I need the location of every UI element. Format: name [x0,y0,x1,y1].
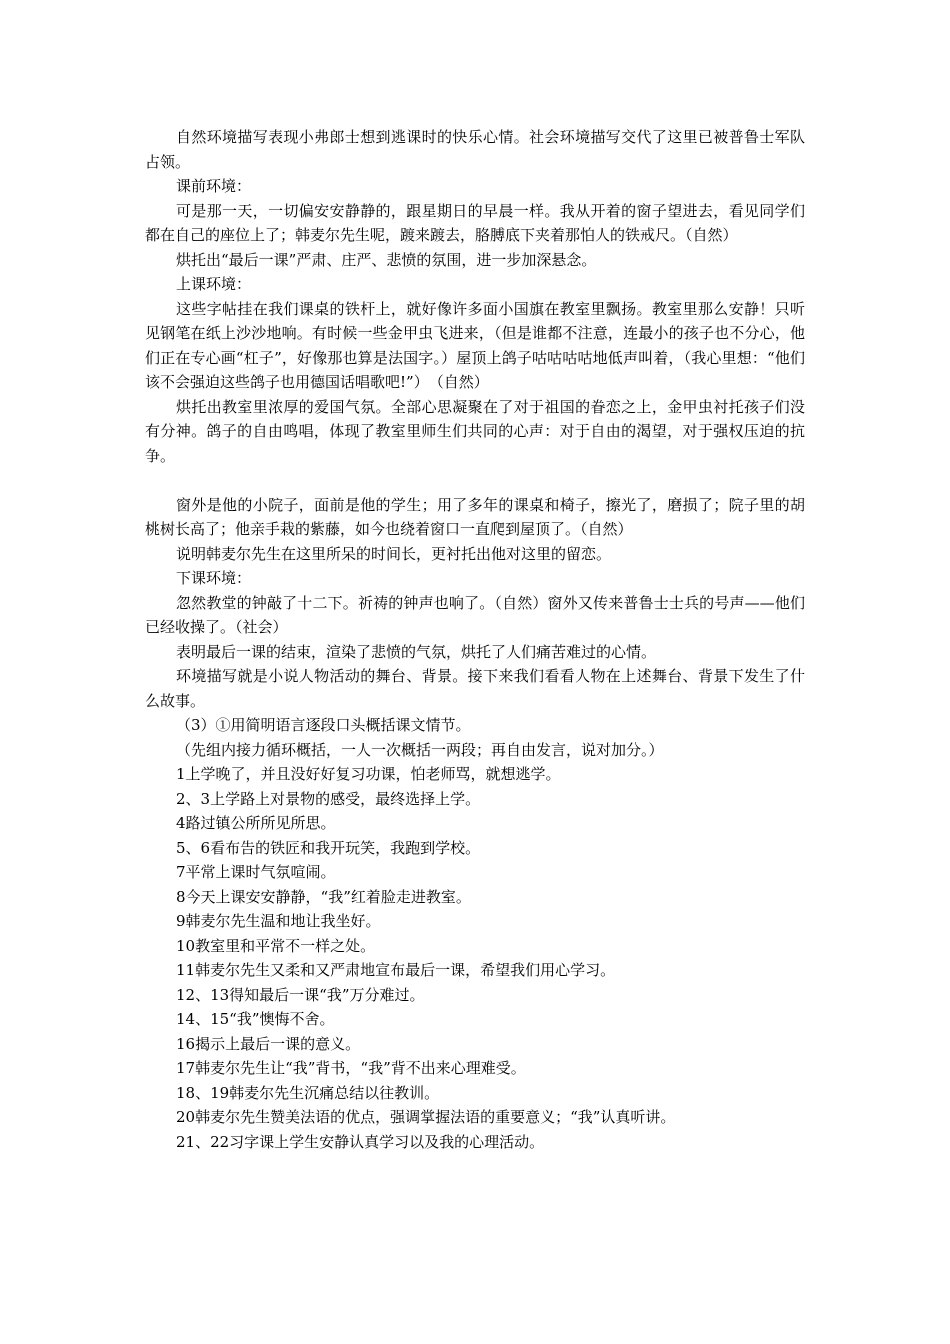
paragraph: 可是那一天，一切偏安安静静的，跟星期日的早晨一样。我从开着的窗子望进去，看见同学们都在自己的座位上了；韩麦尔先生呢，踱来踱去，胳膊底下夹着那怕人的铁戒尺。（自然） [145,201,805,244]
list-item: 18、19韩麦尔先生沉痛总结以往教训。 [176,1083,440,1102]
paragraph: 环境描写就是小说人物活动的舞台、背景。接下来我们看看人物在上述舞台、背景下发生了什么故事。 [145,667,805,710]
section-heading-in-class: 上课环境： [176,275,252,293]
list-item: 5、6看布告的铁匠和我开玩笑，我跑到学校。 [176,838,481,857]
paragraph: 表明最后一课的结束，渲染了悲愤的气氛，烘托了人们痛苦难过的心情。 [176,642,657,661]
list-item: 7平常上课时气氛喧闹。 [176,863,336,881]
section-heading-before-class: 课前环境： [176,177,252,195]
list-item: 4路过镇公所所见所思。 [176,814,336,832]
list-item: 2、3上学路上对景物的感受，最终选择上学。 [176,789,481,808]
list-item: 12、13得知最后一课“我”万分难过。 [176,985,425,1004]
list-item: 21、22习字课上学生安静认真学习以及我的心理活动。 [176,1132,545,1151]
list-item: 8今天上课安安静静，“我”红着脸走进教室。 [176,887,471,906]
document-body [145,125,805,1154]
task-heading: （3）①用简明语言逐段口头概括课文情节。 [176,716,471,734]
list-item: 14、15“我”懊悔不舍。 [176,1010,335,1028]
list-item: 9韩麦尔先生温和地让我坐好。 [176,912,381,930]
paragraph: 这些字帖挂在我们课桌的铁杆上，就好像许多面小国旗在教室里飘扬。教室里那么安静！只听见钢笔在纸上沙沙地响。有时候一些金甲虫飞进来，（但是谁都不注意，连最小的孩子也不分心，他们正在专心画“杠子”，好像那也算是法国字。）屋顶上鸽子咕咕咕咕地低声叫着，（我心里想：“他们该不会强迫这些鸽子也用德国话唱歌吧!”） （自然） [145,299,805,391]
list-item: 17韩麦尔先生让“我”背书，“我”背不出来心理难受。 [176,1059,526,1077]
paragraph: 说明韩麦尔先生在这里所呆的时间长，更衬托出他对这里的留恋。 [176,544,612,563]
paragraph: 自然环境描写表现小弗郎士想到逃课时的快乐心情。社会环境描写交代了这里已被普鲁士军队占领。 [145,128,805,171]
blank-line [145,468,805,493]
task-instruction: （先组内接力循环概括，一人一次概括一两段；再自由发言，说对加分。） [176,740,664,759]
list-item: 10教室里和平常不一样之处。 [176,936,376,955]
paragraph: 忽然教堂的钟敲了十二下。祈祷的钟声也响了。（自然）窗外又传来普鲁士士兵的号声——他们已经收操了。（社会） [145,593,805,636]
paragraph: 窗外是他的小院子，面前是他的学生；用了多年的课桌和椅子，擦光了，磨损了；院子里的胡桃树长高了；他亲手栽的紫藤，如今也绕着窗口一直爬到屋顶了。（自然） [145,495,805,538]
section-heading-after-class: 下课环境： [176,569,252,587]
list-item: 1上学晚了，并且没好好复习功课，怕老师骂，就想逃学。 [176,765,561,783]
list-item: 11韩麦尔先生又柔和又严肃地宣布最后一课，希望我们用心学习。 [176,961,616,979]
list-item: 20韩麦尔先生赞美法语的优点，强调掌握法语的重要意义；“我”认真听讲。 [176,1108,676,1126]
list-item: 16揭示上最后一课的意义。 [176,1034,361,1053]
paragraph: 烘托出教室里浓厚的爱国气氛。全部心思凝聚在了对于祖国的眷恋之上，金甲虫衬托孩子们没有分神。鸽子的自由鸣唱，体现了教室里师生们共同的心声：对于自由的渴望，对于强权压迫的抗争。 [145,397,805,465]
paragraph: 烘托出“最后一课”严肃、庄严、悲愤的氛围，进一步加深悬念。 [176,250,597,269]
